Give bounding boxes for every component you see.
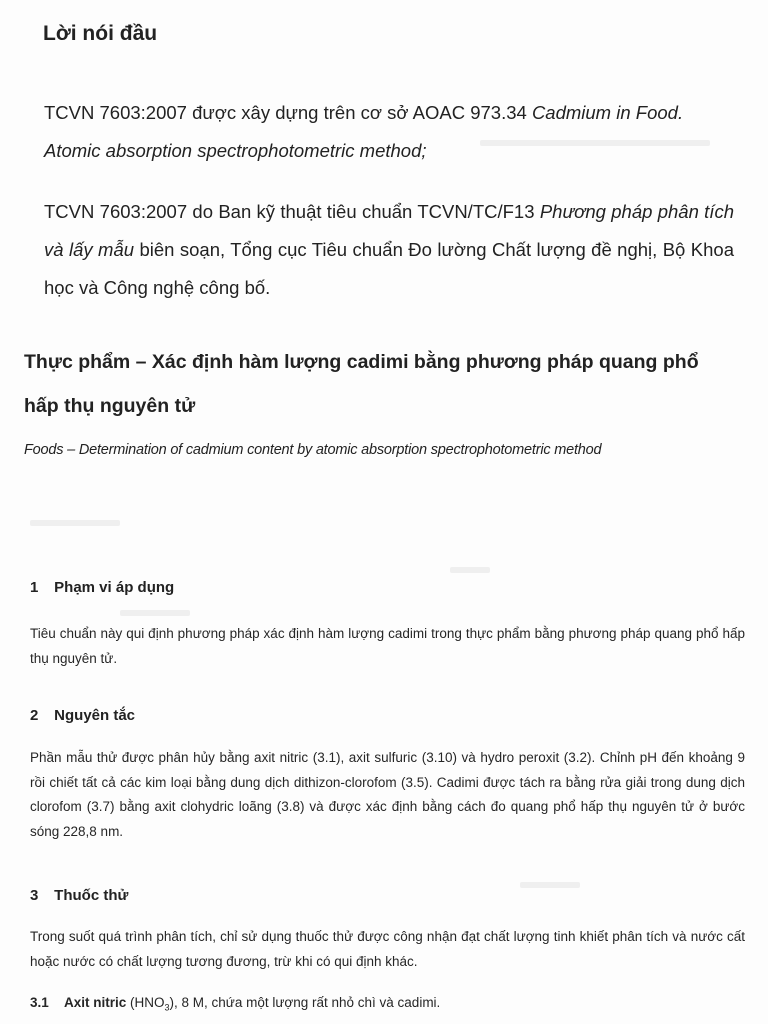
item-number: 3.1 — [30, 995, 49, 1010]
item-formula-post: ), 8 M, chứa một lượng rất nhỏ chì và cadimi. — [169, 995, 441, 1010]
section-body-scope: Tiêu chuẩn này qui định phương pháp xác định hàm lượng cadimi trong thực phẩm bằng phương pháp quang phổ hấp thụ nguyên tử. — [30, 626, 745, 666]
reagent-item-3-1 — [30, 995, 440, 1013]
standard-title: Thực phẩm – Xác định hàm lượng cadimi bằng phương pháp quang phổ hấp thụ nguyên tử — [24, 351, 699, 417]
scan-artifact — [30, 520, 120, 526]
section-body-reagents: Trong suốt quá trình phân tích, chỉ sử dụng thuốc thử được công nhận đạt chất lượng tinh khiết phân tích và nước cất hoặc nước có chất lượng tương đương, trừ khi có qui định khác. — [30, 929, 745, 969]
section-heading-text: Thuốc thử — [54, 887, 129, 904]
foreword-paragraph-2-italic: Phương pháp phân tích và lấy mẫu — [44, 201, 734, 260]
standard-subtitle: Foods – Determination of cadmium content by atomic absorption spectrophotometric method — [24, 442, 602, 458]
section-heading-text: Phạm vi áp dụng — [54, 579, 175, 596]
section-number: 1 — [30, 579, 39, 596]
scan-artifact — [450, 567, 490, 573]
foreword-paragraph-1-italic: Cadmium in Food. Atomic absorption spectrophotometric method; — [44, 102, 684, 161]
item-formula-subscript: 3 — [164, 1002, 170, 1013]
foreword-paragraph-2 — [44, 193, 734, 307]
scan-artifact — [520, 882, 580, 888]
section-heading-text: Nguyên tắc — [54, 707, 136, 724]
item-formula-pre: (HNO — [126, 995, 165, 1010]
section-number: 2 — [30, 707, 39, 724]
scan-artifact — [120, 610, 190, 616]
foreword-paragraph-2-text: TCVN 7603:2007 do Ban kỹ thuật tiêu chuẩn TCVN/TC/F13 — [44, 201, 540, 222]
foreword-title: Lời nói đầu — [43, 22, 158, 45]
section-number: 3 — [30, 887, 39, 904]
foreword-paragraph-2-text-after: biên soạn, Tổng cục Tiêu chuẩn Đo lường Chất lượng đề nghị, Bộ Khoa học và Công nghệ công bố. — [44, 239, 734, 298]
foreword-paragraph-1-text: TCVN 7603:2007 được xây dựng trên cơ sở AOAC 973.34 — [44, 102, 532, 123]
foreword-paragraph-1 — [44, 94, 734, 170]
item-name: Axit nitric — [64, 995, 127, 1010]
section-heading-principle — [30, 707, 135, 724]
section-heading-reagents — [30, 887, 128, 904]
section-body-principle: Phần mẫu thử được phân hủy bằng axit nitric (3.1), axit sulfuric (3.10) và hydro peroxit (3.2). Chỉnh pH đến khoảng 9 rồi chiết tất cả các kim loại bằng dung dịch dithizon-clorofom (3.5). Cadimi được tách ra bằng rửa giải trong dung dịch clorofom (3.7) bằng axit clohydric loãng (3.8) và được xác định bằng cách đo quang phổ hấp thụ nguyên tử ở bước sóng 228,8 nm. — [30, 750, 745, 839]
section-heading-scope — [30, 579, 174, 596]
